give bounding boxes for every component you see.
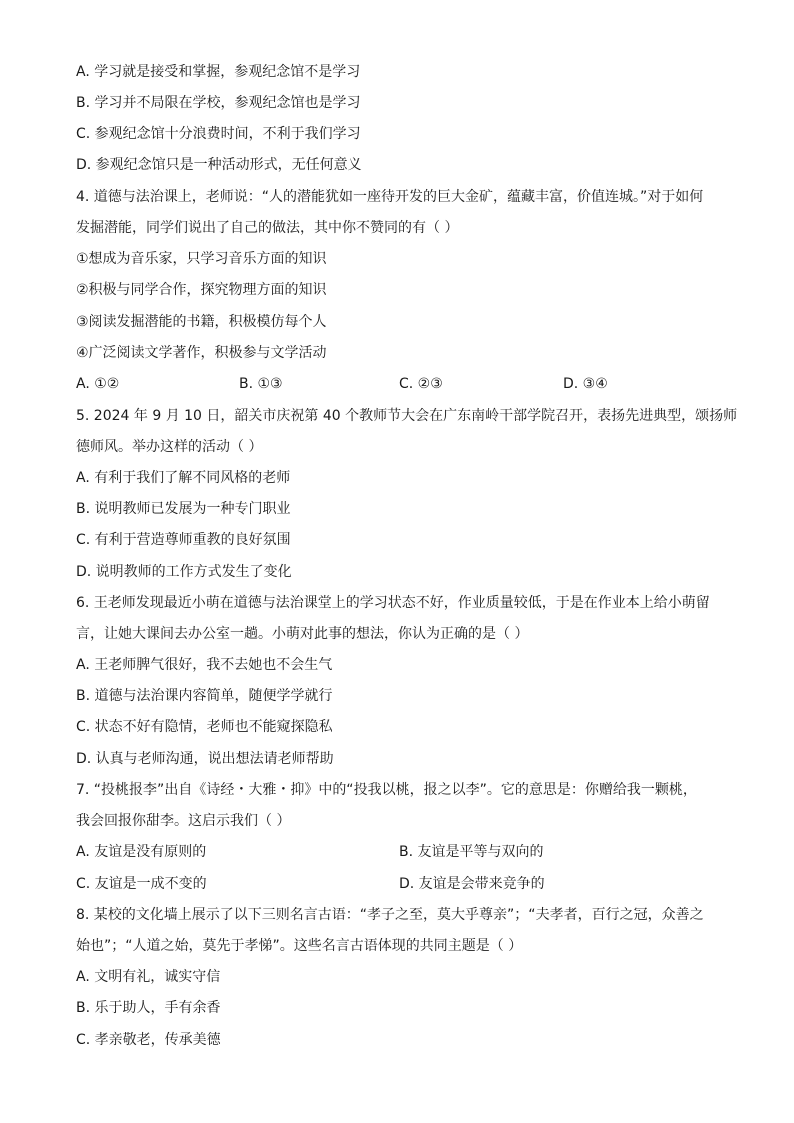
q4-stem-line1: 4. 道德与法治课上，老师说：“人的潜能犹如一座待开发的巨大金矿，蕴藏丰富，价值连城。”对于如何: [76, 189, 704, 205]
q5-stem-line1: 5. 2024 年 9 月 10 日，韶关市庆祝第 40 个教师节大会在广东南岭干部学院召开，表扬先进典型，颂扬师: [76, 408, 738, 424]
q4-option-b: B. ①③: [239, 376, 283, 392]
q7-option-a: A. 友谊是没有原则的: [76, 844, 207, 860]
q7-option-c: C. 友谊是一成不变的: [76, 876, 207, 892]
q4-stem-line2: 发掘潜能，同学们说出了自己的做法，其中你不赞同的有（ ）: [76, 220, 459, 236]
q5-option-b: B. 说明教师已发展为一种专门职业: [76, 501, 291, 517]
q7-stem-line2: 我会回报你甜李。这启示我们（ ）: [76, 813, 291, 829]
q5-option-a: A. 有利于我们了解不同风格的老师: [76, 470, 291, 486]
q6-stem-line1: 6. 王老师发现最近小萌在道德与法治课堂上的学习状态不好，作业质量较低，于是在作业本上给小萌留: [76, 595, 710, 611]
q5-option-c: C. 有利于营造尊师重教的良好氛围: [76, 532, 291, 548]
q7-option-d: D. 友谊是会带来竞争的: [399, 876, 545, 892]
q4-option-a: A. ①②: [76, 376, 120, 392]
q3-option-d: D. 参观纪念馆只是一种活动形式，无任何意义: [76, 157, 362, 173]
q7-stem-line1: 7. “投桃报李”出自《诗经・大雅・抑》中的“投我以桃，报之以李”。它的意思是：你赠给我一颗桃，: [76, 782, 697, 798]
q3-option-c: C. 参观纪念馆十分浪费时间，不利于我们学习: [76, 126, 361, 142]
q3-option-b: B. 学习并不局限在学校，参观纪念馆也是学习: [76, 95, 361, 111]
q8-option-a: A. 文明有礼，诚实守信: [76, 969, 221, 985]
q4-item-3: ③阅读发掘潜能的书籍，积极模仿每个人: [76, 314, 327, 330]
q5-option-d: D. 说明教师的工作方式发生了变化: [76, 564, 292, 580]
q4-option-c: C. ②③: [399, 376, 443, 392]
q4-item-1: ①想成为音乐家，只学习音乐方面的知识: [76, 251, 327, 267]
q6-option-d: D. 认真与老师沟通，说出想法请老师帮助: [76, 751, 334, 767]
q4-options: [76, 375, 726, 393]
q4-item-2: ②积极与同学合作，探究物理方面的知识: [76, 282, 327, 298]
q6-option-a: A. 王老师脾气很好，我不去她也不会生气: [76, 657, 333, 673]
q6-option-b: B. 道德与法治课内容简单，随便学学就行: [76, 688, 333, 704]
q8-stem-line2: 始也”；“人道之始，莫先于孝悌”。这些名言古语体现的共同主题是（ ）: [76, 938, 523, 954]
q7-option-b: B. 友谊是平等与双向的: [399, 844, 544, 860]
q8-stem-line1: 8. 某校的文化墙上展示了以下三则名言古语：“孝子之至，莫大乎尊亲”；“夫孝者，百行之冠，众善之: [76, 907, 704, 923]
q5-stem-line2: 德师风。举办这样的活动（ ）: [76, 439, 263, 455]
q3-option-a: A. 学习就是接受和掌握，参观纪念馆不是学习: [76, 64, 361, 80]
q6-stem-line2: 言，让她大课间去办公室一趟。小萌对此事的想法，你认为正确的是（ ）: [76, 626, 529, 642]
q6-option-c: C. 状态不好有隐情，老师也不能窥探隐私: [76, 719, 333, 735]
q4-item-4: ④广泛阅读文学著作，积极参与文学活动: [76, 345, 327, 361]
q7-options-row1: [76, 843, 726, 861]
q8-option-c: C. 孝亲敬老，传承美德: [76, 1032, 221, 1048]
q4-option-d: D. ③④: [563, 376, 608, 392]
q7-options-row2: [76, 875, 726, 893]
q8-option-b: B. 乐于助人，手有余香: [76, 1000, 221, 1016]
